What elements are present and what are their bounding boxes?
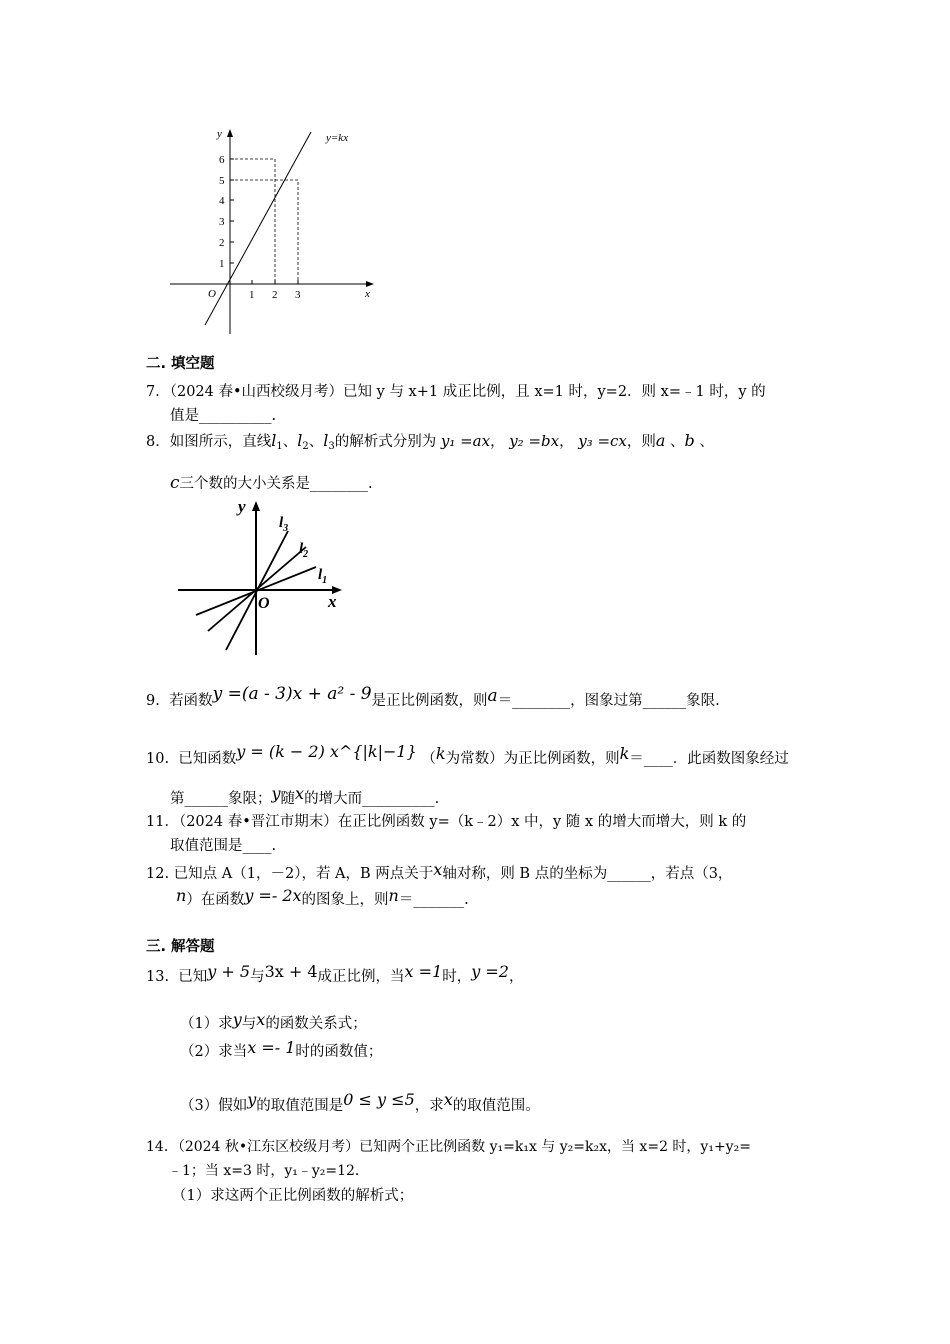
x-tick-2: 2 (272, 289, 278, 301)
q8-eq1: y₁ =ax (440, 432, 491, 450)
y-tick-4: 4 (219, 195, 225, 207)
q14-line1: 14．（2024 秋•江东区校级月考）已知两个正比例函数 y₁=k₁x 与 y₂=k₂x，当 x=2 时，y₁+y₂= (146, 1139, 751, 1155)
q8-line1: 8．如图所示，直线$l_1$、$l_2$、$l_3$的解析式分别为 y₁ =ax， y₂ =bx， y₃ =cx，则a 、b 、 (146, 431, 714, 452)
y-axis-arrow (227, 129, 233, 137)
q11-line2: 取值范围是____. (170, 838, 277, 854)
q9-formula: y =(a - 3)x + a² - 9 (212, 684, 372, 704)
x-axis-label: x (328, 592, 337, 611)
q14-line3: （1）求这两个正比例函数的解析式； (172, 1188, 414, 1204)
figure-three-lines (170, 495, 350, 665)
q8-eq3: y₃ =cx (578, 432, 627, 450)
dashed-guide-6 (230, 159, 275, 284)
q13-part1: （1）求y与x的函数关系式； (180, 1010, 367, 1032)
q12-line1: 12. 已知点 A（1，－2），若 A，B 两点关于x轴对称，则 B 点的坐标为______，若点（3， (146, 860, 733, 882)
y-axis-arrow (252, 501, 260, 511)
q12-line2: n）在函数y =- 2x的图象上，则n＝_______. (176, 886, 469, 908)
q8-eq2: y₂ =bx (509, 432, 560, 450)
y-axis-label: y (217, 128, 222, 140)
x-axis-label: x (365, 288, 370, 300)
q13-line1: 13. 已知y + 5与3x + 4成正比例，当x =1时，y =2， (146, 962, 524, 985)
section-title-answer: 三. 解答题 (146, 939, 215, 955)
q7-line1: 7．（2024 春•山西校级月考）已知 y 与 x+1 成正比例，且 x=1 时，y=2．则 x=﹣1 时，y 的 (146, 384, 766, 400)
l2-label: $l_2$ (299, 541, 309, 560)
q8-line2: c三个数的大小关系是________. (170, 473, 373, 493)
q11-line1: 11．（2024 春•晋江市期末）在正比例函数 y=（k﹣2）x 中，y 随 x 的增大而增大，则 k 的 (146, 814, 747, 830)
q10-line1: 10. 已知函数y = (k − 2) x^{|k|−1} （k为常数）为正比例函数，则k＝____．此函数图象经过 (146, 742, 789, 767)
x-tick-1: 1 (249, 289, 255, 301)
y-tick-5: 5 (219, 175, 225, 187)
origin-label: O (258, 595, 270, 612)
y-axis-label: y (238, 497, 246, 516)
origin-label: O (208, 288, 216, 300)
l1-label: $l_1$ (318, 567, 328, 586)
q13-part2: （2）求当x =- 1时的函数值； (180, 1038, 383, 1060)
q9: 9. 若函数y =(a - 3)x + a² - 9是正比例函数，则a＝________，图象过第______象限. (146, 684, 720, 709)
l3-label: $l_3$ (279, 515, 289, 534)
q10-formula: y = (k − 2) x^{|k|−1} (236, 742, 417, 761)
y-tick-1: 1 (219, 258, 225, 270)
q14-line2: ﹣1；当 x=3 时，y₁﹣y₂=12． (168, 1163, 369, 1179)
y-tick-3: 3 (219, 216, 225, 228)
dashed-guide-5 (230, 180, 298, 284)
x-tick-3: 3 (295, 289, 301, 301)
y-tick-2: 2 (219, 237, 225, 249)
line-label: y=kx (326, 132, 349, 144)
y-tick-6: 6 (219, 154, 225, 166)
q7-line2: 值是__________. (170, 408, 277, 424)
q12-formula: y =- 2x (244, 886, 302, 905)
q10-line2: 第______象限；y随x的增大而__________. (170, 784, 440, 807)
section-title-fill-in: 二. 填空题 (146, 356, 215, 372)
x-axis-arrow (366, 281, 374, 287)
figure-y-equals-kx (160, 120, 390, 340)
q13-part3: （3）假如y的取值范围是0 ≤ y ≤5，求x的取值范围。 (180, 1090, 540, 1114)
